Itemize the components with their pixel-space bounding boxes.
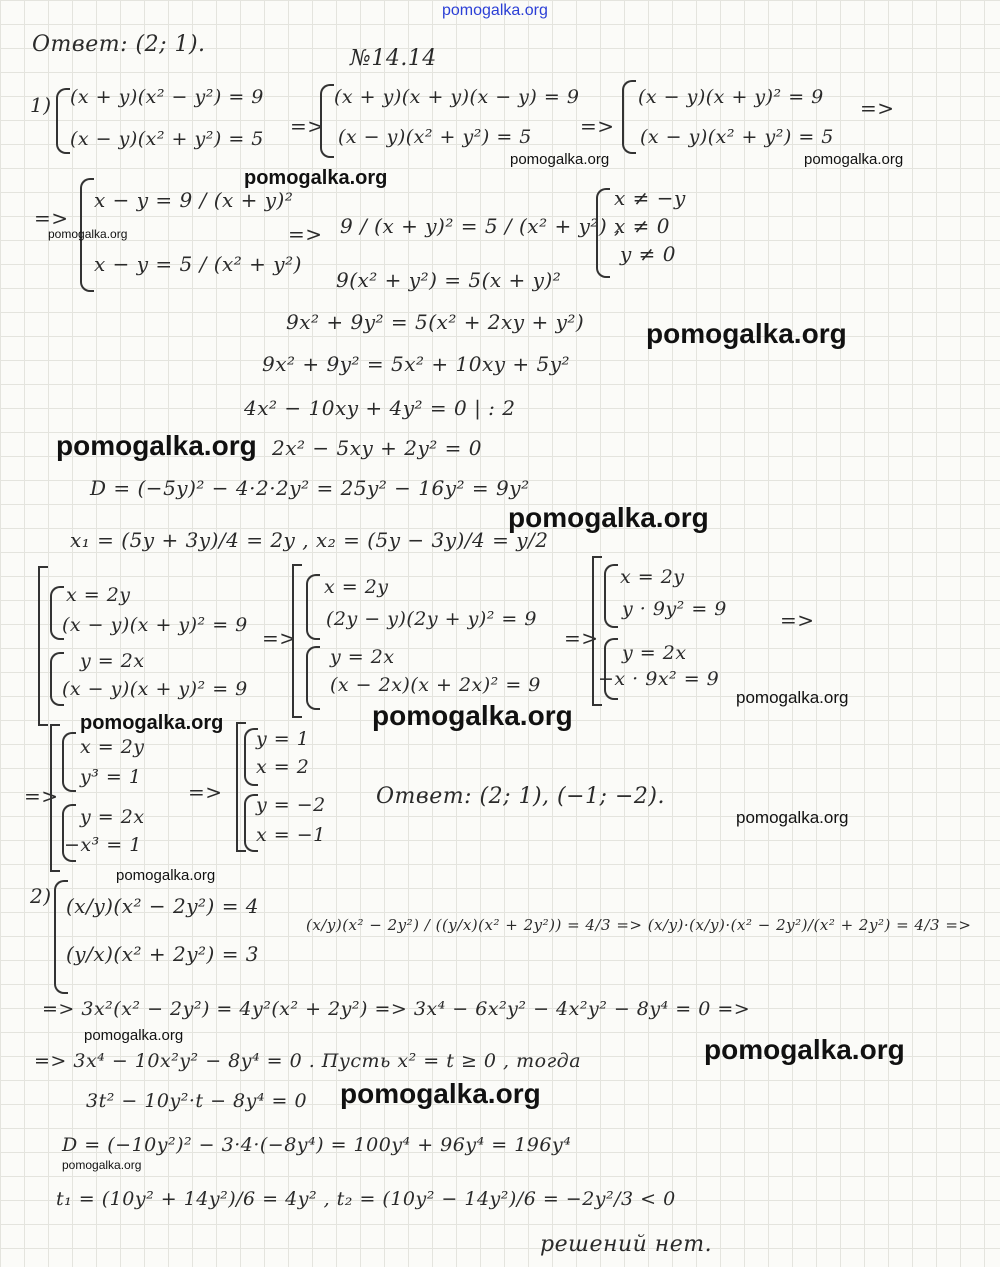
case-b-eq3: y = 2x xyxy=(330,646,395,668)
roots: x₁ = (5y + 3y)/4 = 2y , x₂ = (5y − 3y)/4 = y/2 xyxy=(70,528,549,552)
part2-step-2: => 3x⁴ − 10x²y² − 8y⁴ = 0 . Пусть x² = t ≥ 0 , тогда xyxy=(34,1050,582,1072)
solution-4: x = −1 xyxy=(256,824,326,846)
watermark: pomogalka.org xyxy=(116,867,216,884)
case-a-eq2: (x − y)(x + y)² = 9 xyxy=(62,614,248,636)
step-2: 9x² + 9y² = 5(x² + 2xy + y²) xyxy=(286,310,585,334)
sys4-eq2: x − y = 5 / (x² + y²) xyxy=(94,252,302,276)
watermark: pomogalka.org xyxy=(508,502,709,533)
case-c-eq2: y · 9y² = 9 xyxy=(622,598,727,620)
condition-1: x ≠ −y xyxy=(614,186,686,210)
sys3-eq1: (x − y)(x + y)² = 9 xyxy=(638,86,824,108)
step-1: 9(x² + y²) = 5(x + y)² xyxy=(336,268,562,292)
step-3: 9x² + 9y² = 5x² + 10xy + 5y² xyxy=(262,352,571,376)
case-b-eq4: (x − 2x)(x + 2x)² = 9 xyxy=(330,674,541,696)
system-brace xyxy=(320,84,334,158)
condition-2: x ≠ 0 xyxy=(614,214,670,238)
watermark: pomogalka.org xyxy=(80,712,224,734)
solution-3: y = −2 xyxy=(256,794,326,816)
case-c-eq4: −x · 9x² = 9 xyxy=(598,668,720,690)
sys2-eq1: (x + y)(x + y)(x − y) = 9 xyxy=(334,86,580,108)
solution-1: y = 1 xyxy=(256,728,310,750)
arrow-6: => xyxy=(262,626,297,650)
sys2-eq2: (x − y)(x² + y²) = 5 xyxy=(338,126,532,148)
case-bracket xyxy=(50,724,60,872)
case-c-eq1: x = 2y xyxy=(620,566,685,588)
condition-3: y ≠ 0 xyxy=(620,242,676,266)
arrow-5: => xyxy=(288,222,323,246)
case-d-eq2: y³ = 1 xyxy=(80,766,142,788)
case-bracket xyxy=(292,564,302,718)
case-d-eq3: y = 2x xyxy=(80,806,145,828)
part2-conclusion: решений нет. xyxy=(540,1232,713,1257)
watermark: pomogalka.org xyxy=(340,1078,541,1109)
discriminant: D = (−5y)² − 4·2·2y² = 25y² − 16y² = 9y² xyxy=(90,476,530,500)
case-d-eq1: x = 2y xyxy=(80,736,145,758)
arrow-4: => xyxy=(34,206,69,230)
system-brace xyxy=(622,80,636,154)
watermark: pomogalka.org xyxy=(244,167,388,189)
watermark: pomogalka.org xyxy=(56,430,257,461)
watermark: pomogalka.org xyxy=(804,151,904,168)
system-brace xyxy=(604,564,618,628)
case-bracket xyxy=(38,566,48,726)
top-answer: Ответ: (2; 1). xyxy=(32,32,206,57)
watermark: pomogalka.org xyxy=(736,808,849,827)
part2-eq1: (x/y)(x² − 2y²) = 4 xyxy=(66,894,260,918)
part2-step-1: => 3x²(x² − 2y²) = 4y²(x² + 2y²) => 3x⁴ − 6x²y² − 4x²y² − 8y⁴ = 0 => xyxy=(42,998,751,1020)
arrow-2: => xyxy=(580,114,615,138)
part2-eq2: (y/x)(x² + 2y²) = 3 xyxy=(66,942,260,966)
part1-label: 1) xyxy=(30,93,52,117)
watermark: pomogalka.org xyxy=(48,227,128,241)
watermark: pomogalka.org xyxy=(646,318,847,349)
case-b-eq1: x = 2y xyxy=(324,576,389,598)
part2-step-3: 3t² − 10y²·t − 8y⁴ = 0 xyxy=(86,1090,308,1112)
step-4: 4x² − 10xy + 4y² = 0 | : 2 xyxy=(244,396,516,420)
case-c-eq3: y = 2x xyxy=(622,642,687,664)
problem-number: №14.14 xyxy=(350,46,437,71)
system-brace xyxy=(62,732,76,792)
part2-roots: t₁ = (10y² + 14y²)/6 = 4y² , t₂ = (10y² − 14y²)/6 = −2y²/3 < 0 xyxy=(56,1188,676,1210)
final-answer: Ответ: (2; 1), (−1; −2). xyxy=(376,784,665,809)
solution-2: x = 2 xyxy=(256,756,310,778)
sys3-eq2: (x − y)(x² + y²) = 5 xyxy=(640,126,834,148)
watermark: pomogalka.org xyxy=(736,688,849,707)
fraction-equation: 9 / (x + y)² = 5 / (x² + y²) , xyxy=(340,214,621,238)
watermark: pomogalka.org xyxy=(84,1027,184,1044)
sys4-eq1: x − y = 9 / (x + y)² xyxy=(94,188,294,212)
step-5: 2x² − 5xy + 2y² = 0 xyxy=(272,436,483,460)
arrow-3: => xyxy=(860,96,895,120)
case-a-eq4: (x − y)(x + y)² = 9 xyxy=(62,678,248,700)
header-link[interactable]: pomogalka.org xyxy=(442,2,548,19)
case-a-eq1: x = 2y xyxy=(66,584,131,606)
sys1-eq2: (x − y)(x² + y²) = 5 xyxy=(70,128,264,150)
arrow-8: => xyxy=(780,608,815,632)
watermark: pomogalka.org xyxy=(372,700,573,731)
arrow-9: => xyxy=(24,784,59,808)
part2-ratio: (x/y)(x² − 2y²) / ((y/x)(x² + 2y²)) = 4/3 => (x/y)·(x/y)·(x² − 2y²)/(x² + 2y²) = 4/3 => xyxy=(306,916,972,934)
system-brace xyxy=(306,646,320,710)
part2-label: 2) xyxy=(30,884,52,908)
arrow-10: => xyxy=(188,780,223,804)
system-brace xyxy=(56,88,70,154)
watermark: pomogalka.org xyxy=(704,1034,905,1065)
arrow-7: => xyxy=(564,626,599,650)
part2-discriminant: D = (−10y²)² − 3·4·(−8y⁴) = 100y⁴ + 96y⁴ = 196y⁴ xyxy=(62,1134,572,1156)
case-b-eq2: (2y − y)(2y + y)² = 9 xyxy=(326,608,537,630)
sys1-eq1: (x + y)(x² − y²) = 9 xyxy=(70,86,264,108)
arrow-1: => xyxy=(290,114,325,138)
conditions-brace xyxy=(596,188,610,278)
system-brace xyxy=(306,574,320,640)
watermark: pomogalka.org xyxy=(510,151,610,168)
case-a-eq3: y = 2x xyxy=(80,650,145,672)
case-d-eq4: −x³ = 1 xyxy=(64,834,142,856)
watermark: pomogalka.org xyxy=(62,1158,142,1172)
